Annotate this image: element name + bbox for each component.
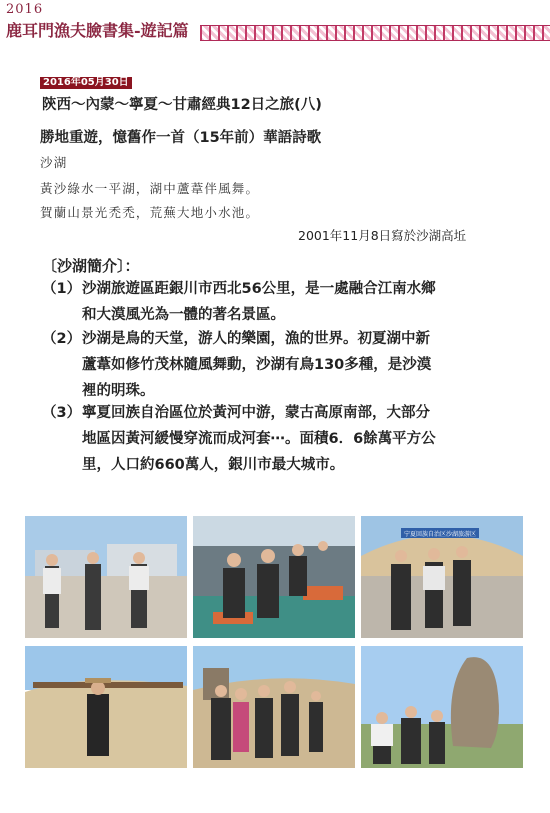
photo-rock-monument (361, 646, 523, 768)
intro-item-line: 沙湖旅遊區距銀川市西北56公里，是一處融合江南水鄉 (82, 281, 436, 297)
poem-title: 勝地重遊，憶舊作一首（15年前）華語詩歌 (40, 130, 322, 146)
intro-item-line: 和大漠風光為一體的著名景區。 (82, 307, 285, 323)
intro-item-number: （1） (42, 281, 82, 297)
intro-item (42, 326, 522, 404)
header-decorative-band (200, 25, 550, 41)
header-title: 鹿耳門漁夫臉書集-遊記篇 (6, 21, 189, 40)
poem-name: 沙湖 (40, 155, 68, 170)
photo-boat-passengers (193, 516, 355, 638)
intro-item-line: 地區因黃河緩慢穿流而成河套⋯。面積6．6餘萬平方公 (82, 431, 436, 447)
photo-group-sculpture (193, 646, 355, 768)
intro-item-line: 裡的明珠。 (82, 383, 155, 399)
intro-item-line: 里，人口約660萬人，銀川市最大城市。 (82, 457, 345, 473)
intro-heading: 〔沙湖簡介〕： (42, 257, 140, 275)
photo-sign-text: 宁夏回族自治区沙湖旅游区 (403, 531, 477, 538)
intro-item (42, 276, 522, 328)
poem-signature: 2001年11月8日寫於沙湖高坵 (298, 228, 467, 243)
photo-group-plaza (25, 516, 187, 638)
poem-line: 賀蘭山景光禿禿，荒蕪大地小水池。 (40, 205, 260, 220)
poem-line: 黃沙綠水一平湖，湖中蘆葦伴風舞。 (40, 181, 260, 196)
intro-item-line: 蘆葦如修竹茂林隨風舞動，沙湖有鳥130多種，是沙漠 (82, 357, 432, 373)
intro-item-number: （2） (42, 331, 82, 347)
intro-item (42, 400, 522, 478)
date-badge: 2016年05月30日 (40, 77, 132, 89)
intro-item-line: 寧夏回族自治區位於黃河中游，蒙古高原南部，大部分 (82, 405, 430, 421)
photo-sand-lake-entrance (361, 516, 523, 638)
photo-desert-camels (25, 646, 187, 768)
intro-item-number: （3） (42, 405, 82, 421)
header-year: 2016 (6, 2, 44, 17)
trip-title: 陝西～內蒙～寧夏～甘肅經典12日之旅(八) (42, 97, 322, 113)
intro-item-line: 沙湖是鳥的天堂，游人的樂園，漁的世界。初夏湖中新 (82, 331, 430, 347)
